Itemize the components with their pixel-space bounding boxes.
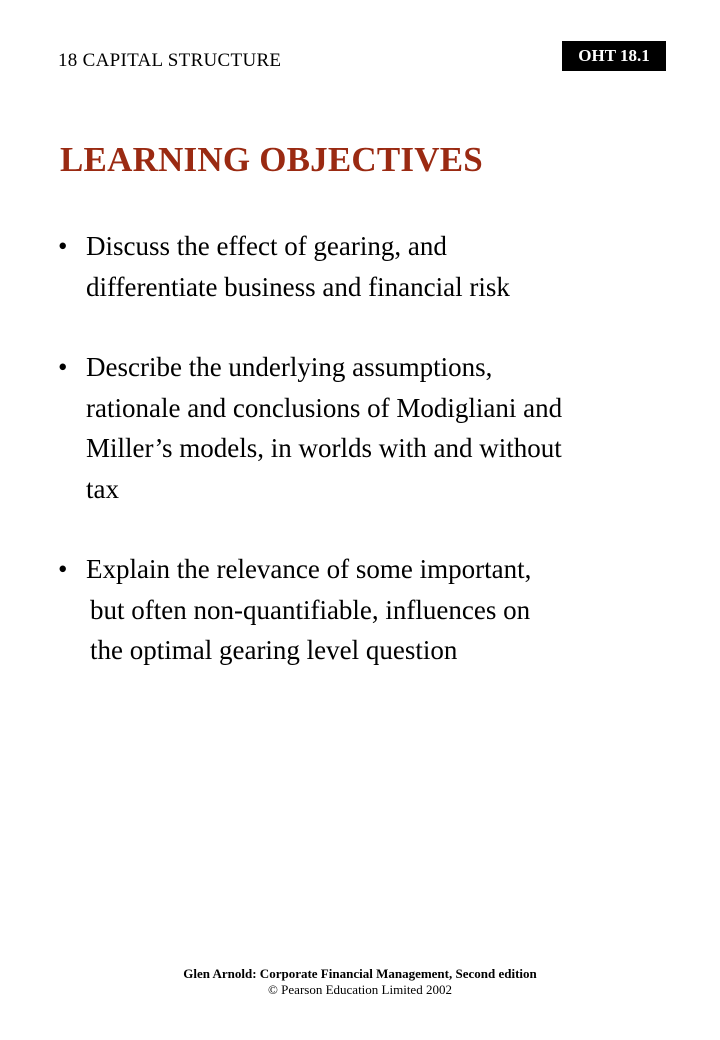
objective-line: Explain the relevance of some important, bbox=[86, 554, 532, 584]
objective-line: the optimal gearing level question bbox=[90, 635, 458, 665]
chapter-heading: 18 CAPITAL STRUCTURE bbox=[58, 50, 282, 71]
objective-line: Miller’s models, in worlds with and without bbox=[86, 433, 562, 463]
objective-line: but often non-quantifiable, influences on bbox=[90, 594, 531, 625]
bullet-marker: • bbox=[58, 231, 68, 261]
objective-line: tax bbox=[86, 473, 119, 504]
objective-item bbox=[58, 549, 678, 671]
objective-line: differentiate business and financial risk bbox=[86, 271, 510, 302]
objective-line: rationale and conclusions of Modigliani and bbox=[86, 392, 563, 423]
objective-item bbox=[58, 347, 678, 509]
bullet-marker: • bbox=[58, 352, 68, 382]
footer-copyright: © Pearson Education Limited 2002 bbox=[268, 982, 452, 997]
objectives-list bbox=[58, 226, 678, 671]
slide-number-badge: OHT 18.1 bbox=[562, 41, 666, 71]
objective-line: Describe the underlying assumptions, bbox=[86, 352, 493, 382]
objective-line: Discuss the effect of gearing, and bbox=[86, 231, 447, 261]
footer-credit: Glen Arnold: Corporate Financial Management, Second edition bbox=[183, 966, 537, 981]
page-title: LEARNING OBJECTIVES bbox=[60, 140, 483, 179]
objective-item bbox=[58, 226, 678, 307]
page-footer bbox=[0, 966, 720, 998]
bullet-marker: • bbox=[58, 554, 68, 584]
